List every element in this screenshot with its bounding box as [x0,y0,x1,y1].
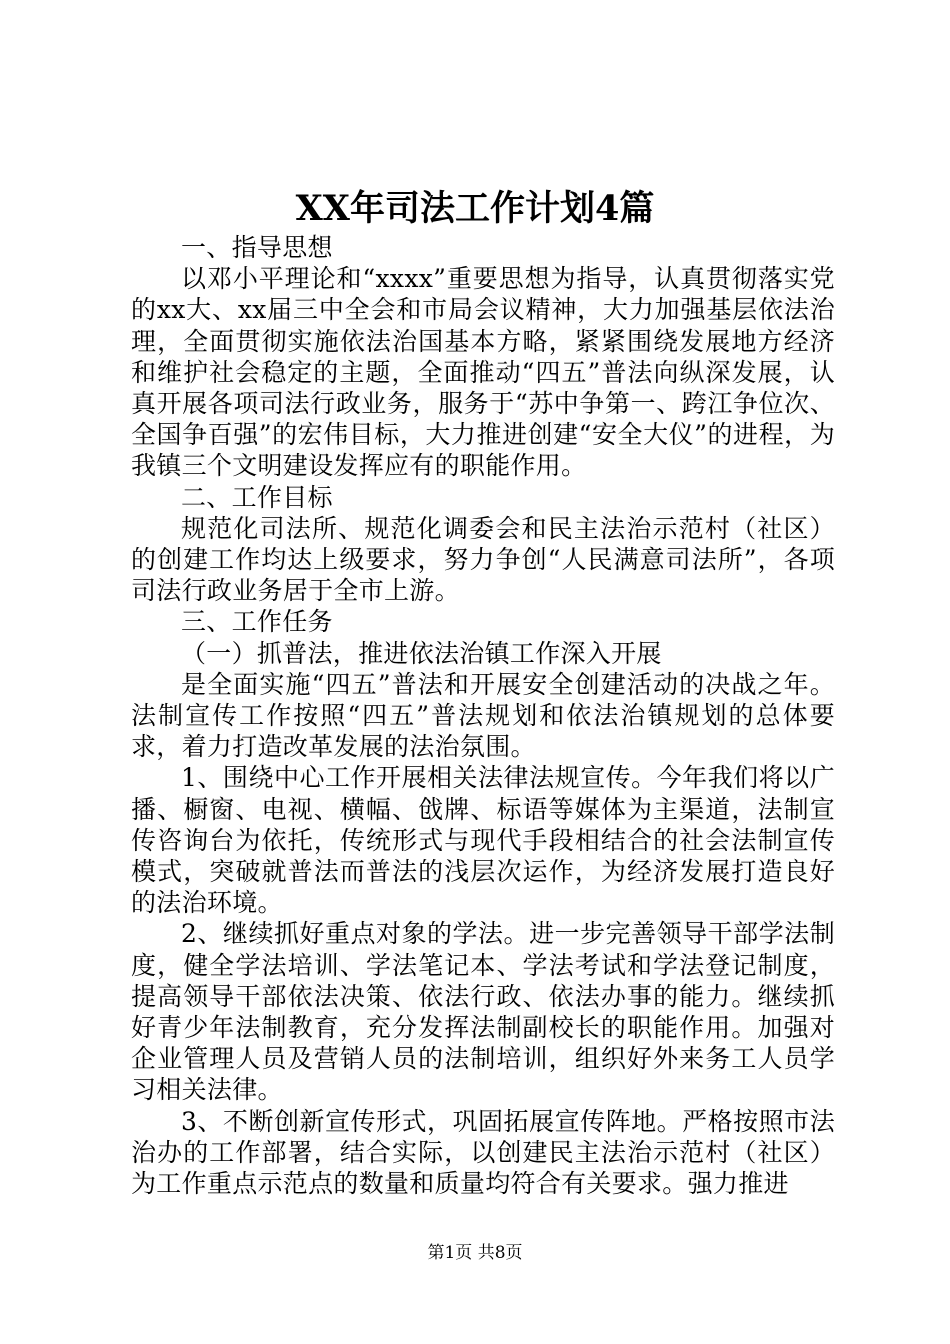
list-item: 2、继续抓好重点对象的学法。进一步完善领导干部学法制度，健全学法培训、学法笔记本、学法考试和学法登记制度，提高领导干部依法决策、依法行政、依法办事的能力。继续抓好青少年法制教育，充分发挥法制副校长的职能作用。加强对企业管理人员及营销人员的法制培训，组织好外来务工人员学习相关法律。 [131,919,835,1105]
subsection-heading: （一）抓普法，推进依法治镇工作深入开展 [181,638,662,668]
body-paragraph: 规范化司法所、规范化调委会和民主法治示范村（社区）的创建工作均达上级要求，努力争创“人民满意司法所”，各项司法行政业务居于全市上游。 [131,513,835,606]
section-heading-work-goals: 二、工作目标 [181,482,333,512]
section-heading-guiding-ideology: 一、指导思想 [181,233,333,262]
list-item: 1、围绕中心工作开展相关法律法规宣传。今年我们将以广播、橱窗、电视、横幅、戗牌、标语等媒体为主渠道，法制宣传咨询台为依托，传统形式与现代手段相结合的社会法制宣传模式，突破就普法而普法的浅层次运作，为经济发展打造良好的法治环境。 [131,763,835,918]
page-number-footer: 第1页 共8页 [427,1243,523,1263]
body-paragraph: 以邓小平理论和“xxxx”重要思想为指导，认真贯彻落实党的xx大、xx届三中全会和市局会议精神，大力加强基层依法治理，全面贯彻实施依法治国基本方略，紧紧围绕发展地方经济和维护社会稳定的主题，全面推动“四五”普法向纵深发展，认真开展各项司法行政业务，服务于“苏中争第一、跨江争位次、全国争百强”的宏伟目标，大力推进创建“安全大仪”的进程，为我镇三个文明建设发挥应有的职能作用。 [131,264,835,481]
document-title: XX年司法工作计划4篇 [295,188,655,229]
list-item: 3、不断创新宣传形式，巩固拓展宣传阵地。严格按照市法治办的工作部署，结合实际，以创建民主法治示范村（社区）为工作重点示范点的数量和质量均符合有关要求。强力推进 [131,1106,835,1199]
body-paragraph: 是全面实施“四五”普法和开展安全创建活动的决战之年。法制宣传工作按照“四五”普法规划和依法治镇规划的总体要求，着力打造改革发展的法治氛围。 [131,669,835,762]
section-heading-work-tasks: 三、工作任务 [181,607,333,637]
document-body [131,232,835,1199]
